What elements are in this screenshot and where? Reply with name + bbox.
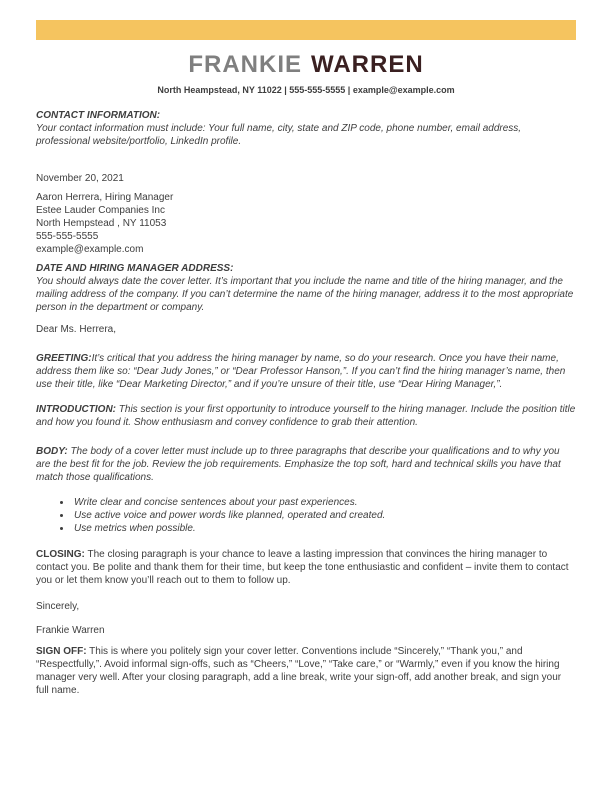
greeting-lead: GREETING: — [36, 353, 92, 364]
recipient-phone: 555-555-5555 — [36, 231, 99, 242]
contact-information-heading: CONTACT INFORMATION: — [36, 110, 161, 121]
salutation: Dear Ms. Herrera, — [36, 324, 117, 335]
recipient-city-state-zip: North Hempstead , NY 11053 — [36, 218, 167, 229]
recipient-company: Estee Lauder Companies Inc — [36, 205, 165, 216]
page-title — [36, 52, 576, 78]
sign-off-body: This is where you politely sign your cover letter. Conventions include “Sincerely,” “Thank you,” and “Respectfully,”. Avoid informal sign-offs, such as “Cheers,” “Love,” “Take care,” or “Warmly,” even if you know the hiring manager very well. After your closing paragraph, add a line break, write your sign-off, add another break, and sign your full name. — [36, 646, 562, 696]
header-banner — [36, 20, 576, 40]
closing-word: Sincerely, — [36, 601, 80, 612]
recipient-address — [36, 191, 576, 256]
section-body — [36, 445, 576, 484]
body-text: The body of a cover letter must include up to three paragraphs that describe your qualifications and to why you are the best fit for the job. Review the job requirements. Emphasize the top soft, hard and technical skills you have that match those qualifications. — [36, 446, 561, 483]
date-line: November 20, 2021 — [36, 173, 124, 184]
greeting-body: It’s critical that you address the hiring manager by name, so do your research. Once you have their name, address them like so: “Dear Judy Jones,” or “Dear Professor Hanson,”. If you can’t find the hiring manager’s name, then use their title, like “Dear Marketing Director,” and if you’re unsure of their title, use “Dear Hiring Manager,”. — [36, 353, 566, 390]
section-contact-information — [36, 109, 576, 148]
section-sign-off — [36, 645, 576, 697]
header-contact-line: North Heampstead, NY 11022 | 555-555-5555 | example@example.com — [157, 85, 455, 95]
list-item: • Use metrics when possible. — [72, 522, 576, 535]
section-introduction — [36, 403, 576, 429]
date-address-body: You should always date the cover letter. It’s important that you include the name and title of the hiring manager, and the mailing address of the company. If you can’t determine the name of the hiring manager, address it to the most appropriate person in the department or company. — [36, 276, 574, 313]
section-date-address — [36, 262, 576, 314]
introduction-lead: INTRODUCTION: — [36, 404, 116, 415]
first-name: FRANKIE — [188, 51, 302, 78]
recipient-email: example@example.com — [36, 244, 144, 255]
section-greeting — [36, 352, 576, 391]
body-tips-list — [36, 496, 576, 535]
body-lead: BODY: — [36, 446, 68, 457]
contact-information-body: Your contact information must include: Your full name, city, state and ZIP code, phone number, email address, professional website/portfolio, LinkedIn profile. — [36, 123, 522, 147]
section-closing — [36, 548, 576, 587]
list-item: • Write clear and concise sentences about your past experiences. — [72, 496, 576, 509]
recipient-name-title: Aaron Herrera, Hiring Manager — [36, 192, 174, 203]
introduction-body: This section is your first opportunity to introduce yourself to the hiring manager. Include the position title and how you found it. Show enthusiasm and convey confidence to grab their attention. — [36, 404, 576, 428]
date-address-heading: DATE AND HIRING MANAGER ADDRESS: — [36, 263, 234, 274]
signature-name: Frankie Warren — [36, 625, 105, 636]
list-item: • Use active voice and power words like planned, operated and created. — [72, 509, 576, 522]
sign-off-lead: SIGN OFF: — [36, 646, 87, 657]
closing-body: The closing paragraph is your chance to leave a lasting impression that convinces the hiring manager to contact you. Be polite and thank them for their time, but keep the tone enthusiastic and confident – invite them to contact you or let them know you’ll reach out to them to follow up. — [36, 549, 569, 586]
last-name: WARREN — [311, 51, 424, 78]
closing-lead: CLOSING: — [36, 549, 85, 560]
